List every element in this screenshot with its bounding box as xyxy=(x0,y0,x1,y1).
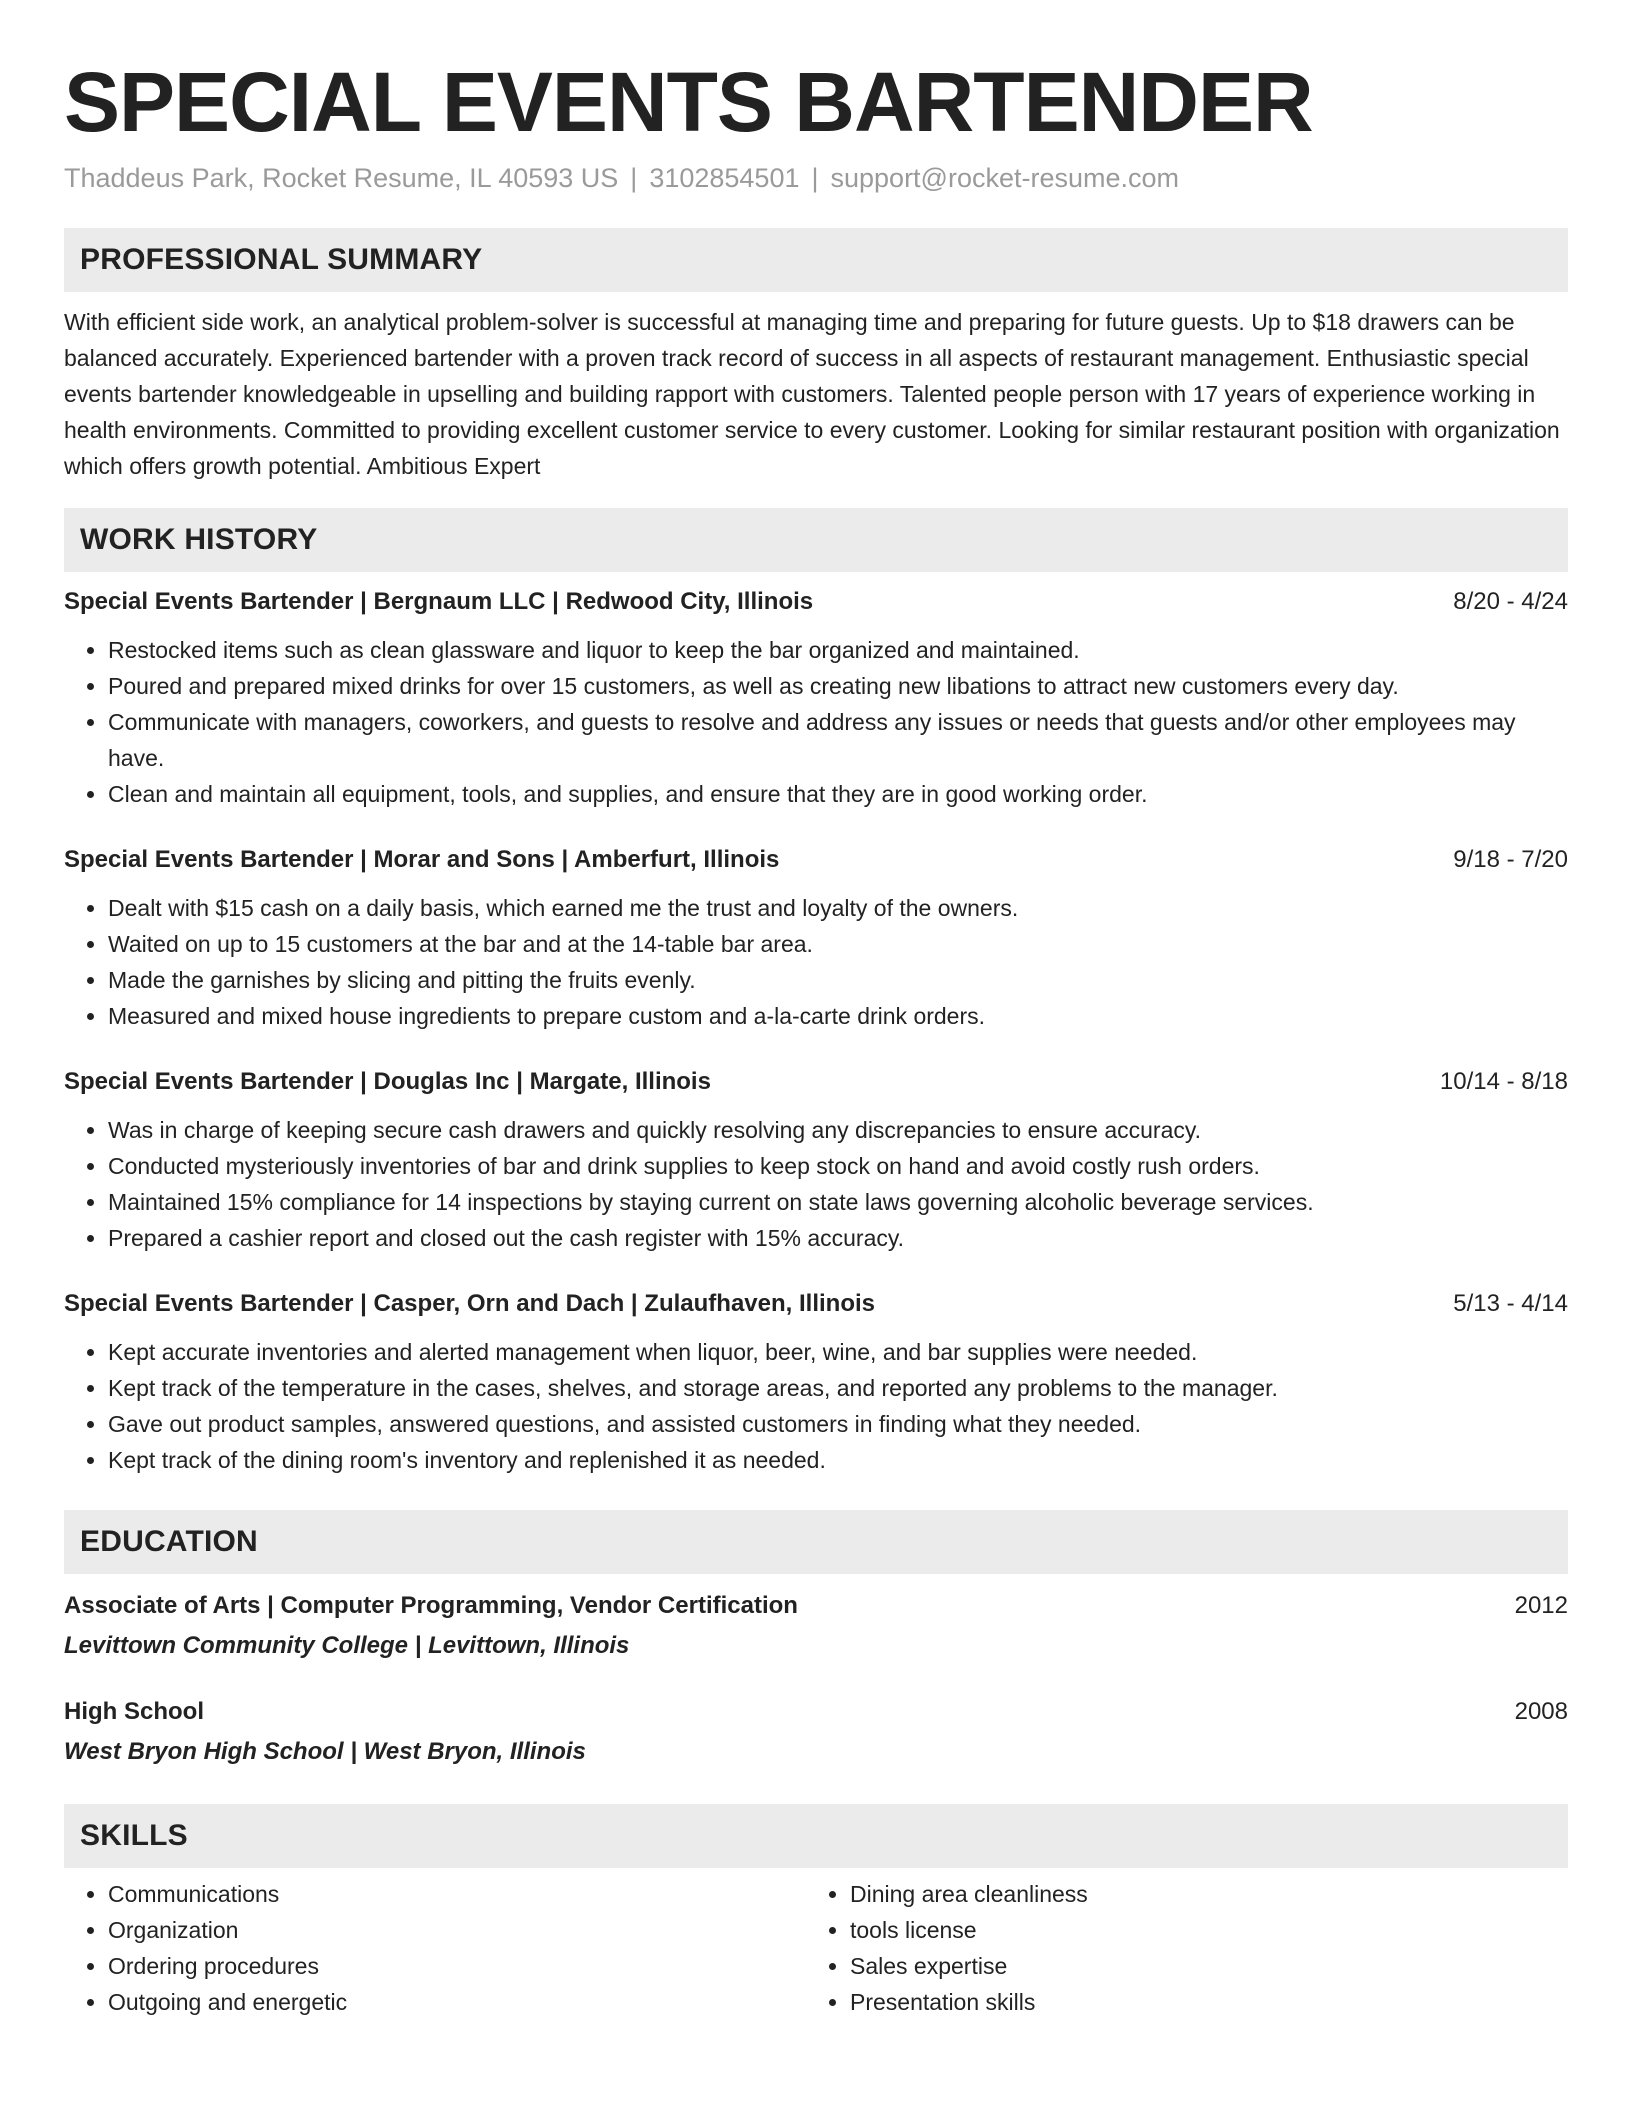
skill-item: • Ordering procedures xyxy=(108,1948,806,1984)
education-degree: Associate of Arts | Computer Programming, Vendor Certification xyxy=(64,1592,798,1619)
resume-title: SPECIAL EVENTS BARTENDER xyxy=(64,55,1313,149)
skill-item: • Presentation skills xyxy=(850,1984,1548,2020)
job-bullet: • Clean and maintain all equipment, tools, and supplies, and ensure that they are in good working order. xyxy=(108,776,1568,812)
job-bullets xyxy=(64,890,1568,1034)
skill-item: • tools license xyxy=(850,1912,1548,1948)
job-dates: 10/14 - 8/18 xyxy=(1439,1068,1568,1095)
job-entry xyxy=(64,584,1568,812)
job-bullet: • Kept track of the dining room's inventory and replenished it as needed. xyxy=(108,1442,1568,1478)
job-bullet: • Was in charge of keeping secure cash drawers and quickly resolving any discrepancies to ensure accuracy. xyxy=(108,1112,1568,1148)
job-dates: 9/18 - 7/20 xyxy=(1453,846,1568,873)
job-bullets xyxy=(64,632,1568,812)
section-header-education: EDUCATION xyxy=(64,1510,1568,1574)
job-bullet: • Prepared a cashier report and closed out the cash register with 15% accuracy. xyxy=(108,1220,1568,1256)
education-school: West Bryon High School | West Bryon, Illinois xyxy=(64,1738,586,1765)
job-title: Special Events Bartender | Bergnaum LLC | Redwood City, Illinois xyxy=(64,588,814,615)
education-degree: High School xyxy=(64,1698,204,1725)
job-bullet: • Communicate with managers, coworkers, and guests to resolve and address any issues or needs that guests and/or other employees may have. xyxy=(108,704,1568,776)
skill-item: • Organization xyxy=(108,1912,806,1948)
contact-separator: | xyxy=(811,163,819,193)
skill-item: • Outgoing and energetic xyxy=(108,1984,806,2020)
skills-column-left xyxy=(64,1876,806,2020)
job-bullet: • Waited on up to 15 customers at the bar and at the 14-table bar area. xyxy=(108,926,1568,962)
section-header-summary: PROFESSIONAL SUMMARY xyxy=(64,228,1568,292)
contact-phone: 3102854501 xyxy=(649,163,800,193)
education-year: 2012 xyxy=(1514,1592,1568,1619)
job-bullets xyxy=(64,1334,1568,1478)
job-title: Special Events Bartender | Douglas Inc | Margate, Illinois xyxy=(64,1068,711,1095)
skills-column-right xyxy=(806,1876,1548,2020)
job-dates: 8/20 - 4/24 xyxy=(1453,588,1568,615)
job-bullet: • Poured and prepared mixed drinks for over 15 customers, as well as creating new libations to attract new customers every day. xyxy=(108,668,1568,704)
contact-email: support@rocket-resume.com xyxy=(830,163,1180,193)
job-bullets xyxy=(64,1112,1568,1256)
contact-separator: | xyxy=(630,163,638,193)
job-title: Special Events Bartender | Morar and Sons | Amberfurt, Illinois xyxy=(64,846,780,873)
job-bullet: • Dealt with $15 cash on a daily basis, which earned me the trust and loyalty of the owners. xyxy=(108,890,1568,926)
job-bullet: • Maintained 15% compliance for 14 inspections by staying current on state laws governing alcoholic beverage services. xyxy=(108,1184,1568,1220)
section-header-skills: SKILLS xyxy=(64,1804,1568,1868)
contact-line xyxy=(64,160,1568,196)
job-bullet: • Kept track of the temperature in the cases, shelves, and storage areas, and reported any problems to the manager. xyxy=(108,1370,1568,1406)
skill-item: • Sales expertise xyxy=(850,1948,1548,1984)
contact-address: Thaddeus Park, Rocket Resume, IL 40593 US xyxy=(64,163,619,193)
resume-page xyxy=(64,0,1568,2020)
education-school: Levittown Community College | Levittown, Illinois xyxy=(64,1632,630,1659)
job-bullet: • Measured and mixed house ingredients to prepare custom and a-la-carte drink orders. xyxy=(108,998,1568,1034)
job-entry xyxy=(64,1286,1568,1478)
skills-list xyxy=(64,1876,1568,2020)
job-entry xyxy=(64,1064,1568,1256)
job-dates: 5/13 - 4/14 xyxy=(1453,1290,1568,1317)
education-year: 2008 xyxy=(1514,1698,1568,1725)
skill-item: • Communications xyxy=(108,1876,806,1912)
job-bullet: • Gave out product samples, answered questions, and assisted customers in finding what they needed. xyxy=(108,1406,1568,1442)
job-bullet: • Made the garnishes by slicing and pitting the fruits evenly. xyxy=(108,962,1568,998)
job-bullet: • Conducted mysteriously inventories of bar and drink supplies to keep stock on hand and avoid costly rush orders. xyxy=(108,1148,1568,1184)
job-bullet: • Restocked items such as clean glassware and liquor to keep the bar organized and maintained. xyxy=(108,632,1568,668)
job-title: Special Events Bartender | Casper, Orn and Dach | Zulaufhaven, Illinois xyxy=(64,1290,875,1317)
skill-item: • Dining area cleanliness xyxy=(850,1876,1548,1912)
job-entry xyxy=(64,842,1568,1034)
education-entry xyxy=(64,1588,1568,1664)
summary-text: With efficient side work, an analytical problem-solver is successful at managing time and preparing for future guests. Up to $18 drawers can be balanced accurately. Experienced bartender with a proven track record of success in all aspects of restaurant management. Enthusiastic special events bartender knowledgeable in upselling and building rapport with customers. Talented people person with 17 years of experience working in health environments. Committed to providing excellent customer service to every customer. Looking for similar restaurant position with organization which offers growth potential. Ambitious Expert xyxy=(64,309,1560,479)
education-entry xyxy=(64,1694,1568,1770)
section-header-work-history: WORK HISTORY xyxy=(64,508,1568,572)
job-bullet: • Kept accurate inventories and alerted management when liquor, beer, wine, and bar supplies were needed. xyxy=(108,1334,1568,1370)
